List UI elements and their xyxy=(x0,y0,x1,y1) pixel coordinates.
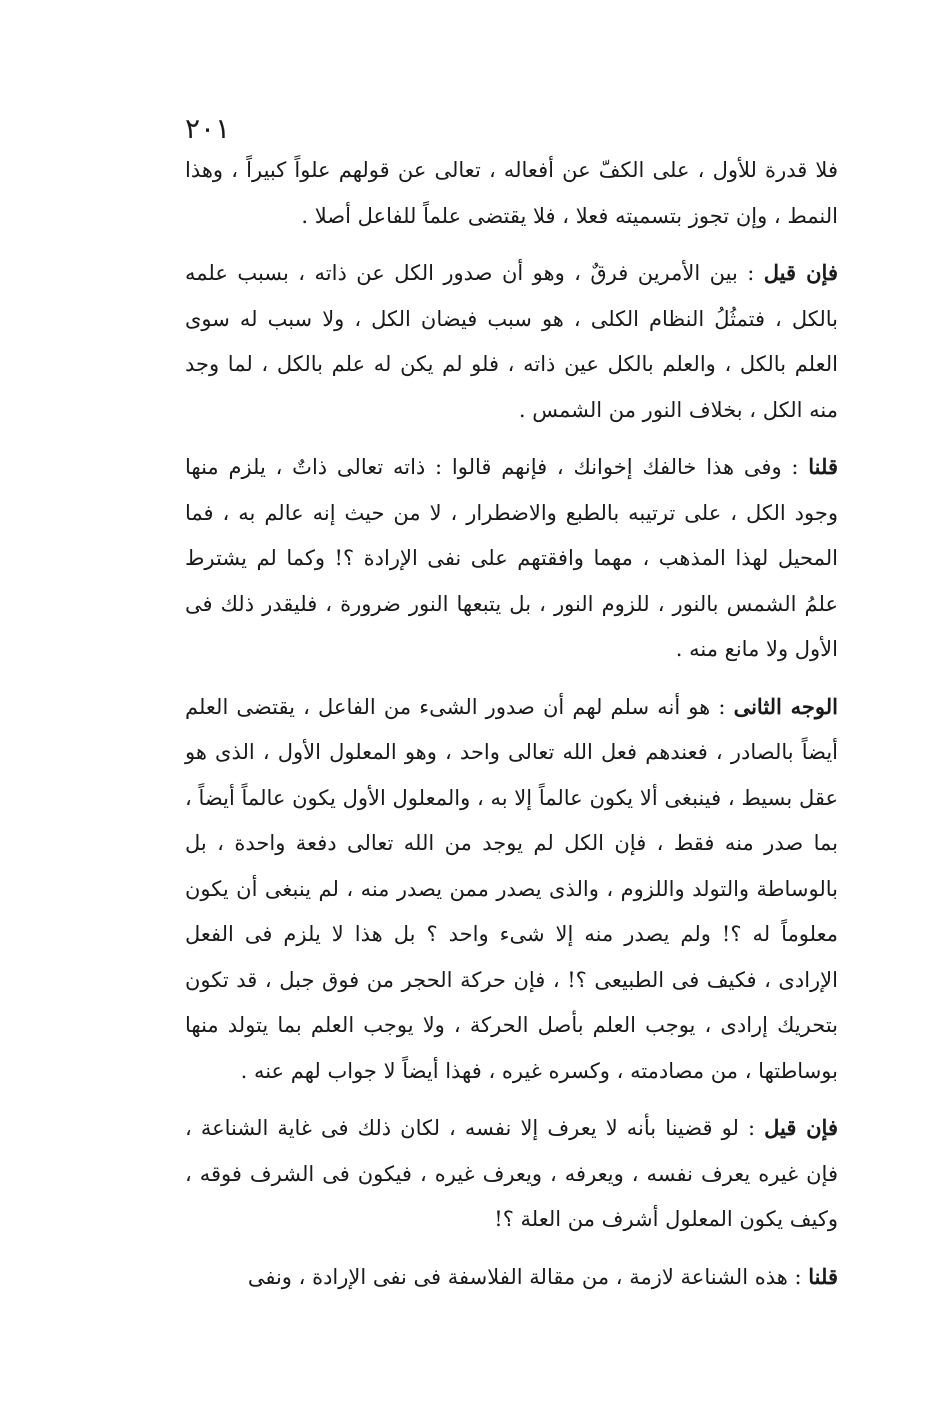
paragraph-lead: قلنا xyxy=(808,454,838,479)
paragraph xyxy=(185,148,838,239)
paragraph xyxy=(185,1254,838,1301)
paragraph xyxy=(185,684,838,1095)
paragraph-text: فلا قدرة للأول ، على الكفّ عن أفعاله ، تعالى عن قولهم علواً كبيراً ، وهذا النمط ، وإن تجوز بتسميته فعلا ، فلا يقتضى علماً للفاعل أصلا . xyxy=(185,158,838,228)
paragraph-lead: قلنا xyxy=(808,1263,838,1289)
paragraph-lead: فإن قيل xyxy=(763,260,838,285)
page-number: ٢٠١ xyxy=(185,112,231,145)
paragraph-text: : وفى هذا خالفك إخوانك ، فإنهم قالوا : ذاته تعالى ذاتٌ ، يلزم منها وجود الكل ، على ترتيبه بالطبع والاضطرار ، لا من حيث إنه عالم به ، فما المحيل لهذا المذهب ، مهما وافقتهم على نفى الإرادة ؟! وكما لم يشترط علمُ الشمس بالنور ، للزوم النور ، بل يتبعها النور ضرورة ، فليقدر ذلك فى الأول ولا مانع منه . xyxy=(185,455,838,661)
paragraph-text: : هذه الشناعة لازمة ، من مقالة الفلاسفة فى نفى الإرادة ، ونفى xyxy=(247,1264,802,1289)
paragraph-lead: فإن قيل xyxy=(764,1115,838,1140)
paragraph-text: : هو أنه سلم لهم أن صدور الشىء من الفاعل ، يقتضى العلم أيضاً بالصادر ، فعندهم فعل الله تعالى واحد ، وهو المعلول الأول ، الذى هو عقل بسيط ، فينبغى ألا يكون عالماً إلا به ، والمعلول الأول يكون عالماً أيضاً ، بما صدر منه فقط ، فإن الكل لم يوجد من الله تعالى دفعة واحدة ، بل بالوساطة والتولد واللزوم ، والذى يصدر ممن يصدر منه ، لم ينبغى أن يكون معلوماً له ؟! ولم يصدر منه إلا شىء واحد ؟ بل هذا لا يلزم فى الفعل الإرادى ، فكيف فى الطبيعى ؟! ، فإن حركة الحجر من فوق جبل ، قد تكون بتحريك إرادى ، يوجب العلم بأصل الحركة ، ولا يوجب العلم بما يتولد منها بوساطتها ، من مصادمته ، وكسره غيره ، فهذا أيضاً لا جواب لهم عنه . xyxy=(185,694,838,1083)
paragraph xyxy=(185,444,838,673)
paragraph xyxy=(185,250,838,433)
paragraph-text: : بين الأمرين فرقٌ ، وهو أن صدور الكل عن ذاته ، بسبب علمه بالكل ، فتمثُلُ النظام الكلى ، هو سبب فيضان الكل ، ولا سبب له سوى العلم بالكل ، والعلم بالكل عين ذاته ، فلو لم يكن له علم بالكل ، لما وجد منه الكل ، بخلاف النور من الشمس . xyxy=(185,261,838,422)
main-text xyxy=(185,148,838,1311)
paragraph xyxy=(185,1105,838,1243)
paragraph-text: : لو قضينا بأنه لا يعرف إلا نفسه ، لكان ذلك فى غاية الشناعة ، فإن غيره يعرف نفسه ، ويعرفه ، ويعرف غيره ، فيكون فى الشرف فوقه ، وكيف يكون المعلول أشرف من العلة ؟! xyxy=(185,1116,838,1231)
paragraph-lead: الوجه الثانى xyxy=(733,693,838,719)
